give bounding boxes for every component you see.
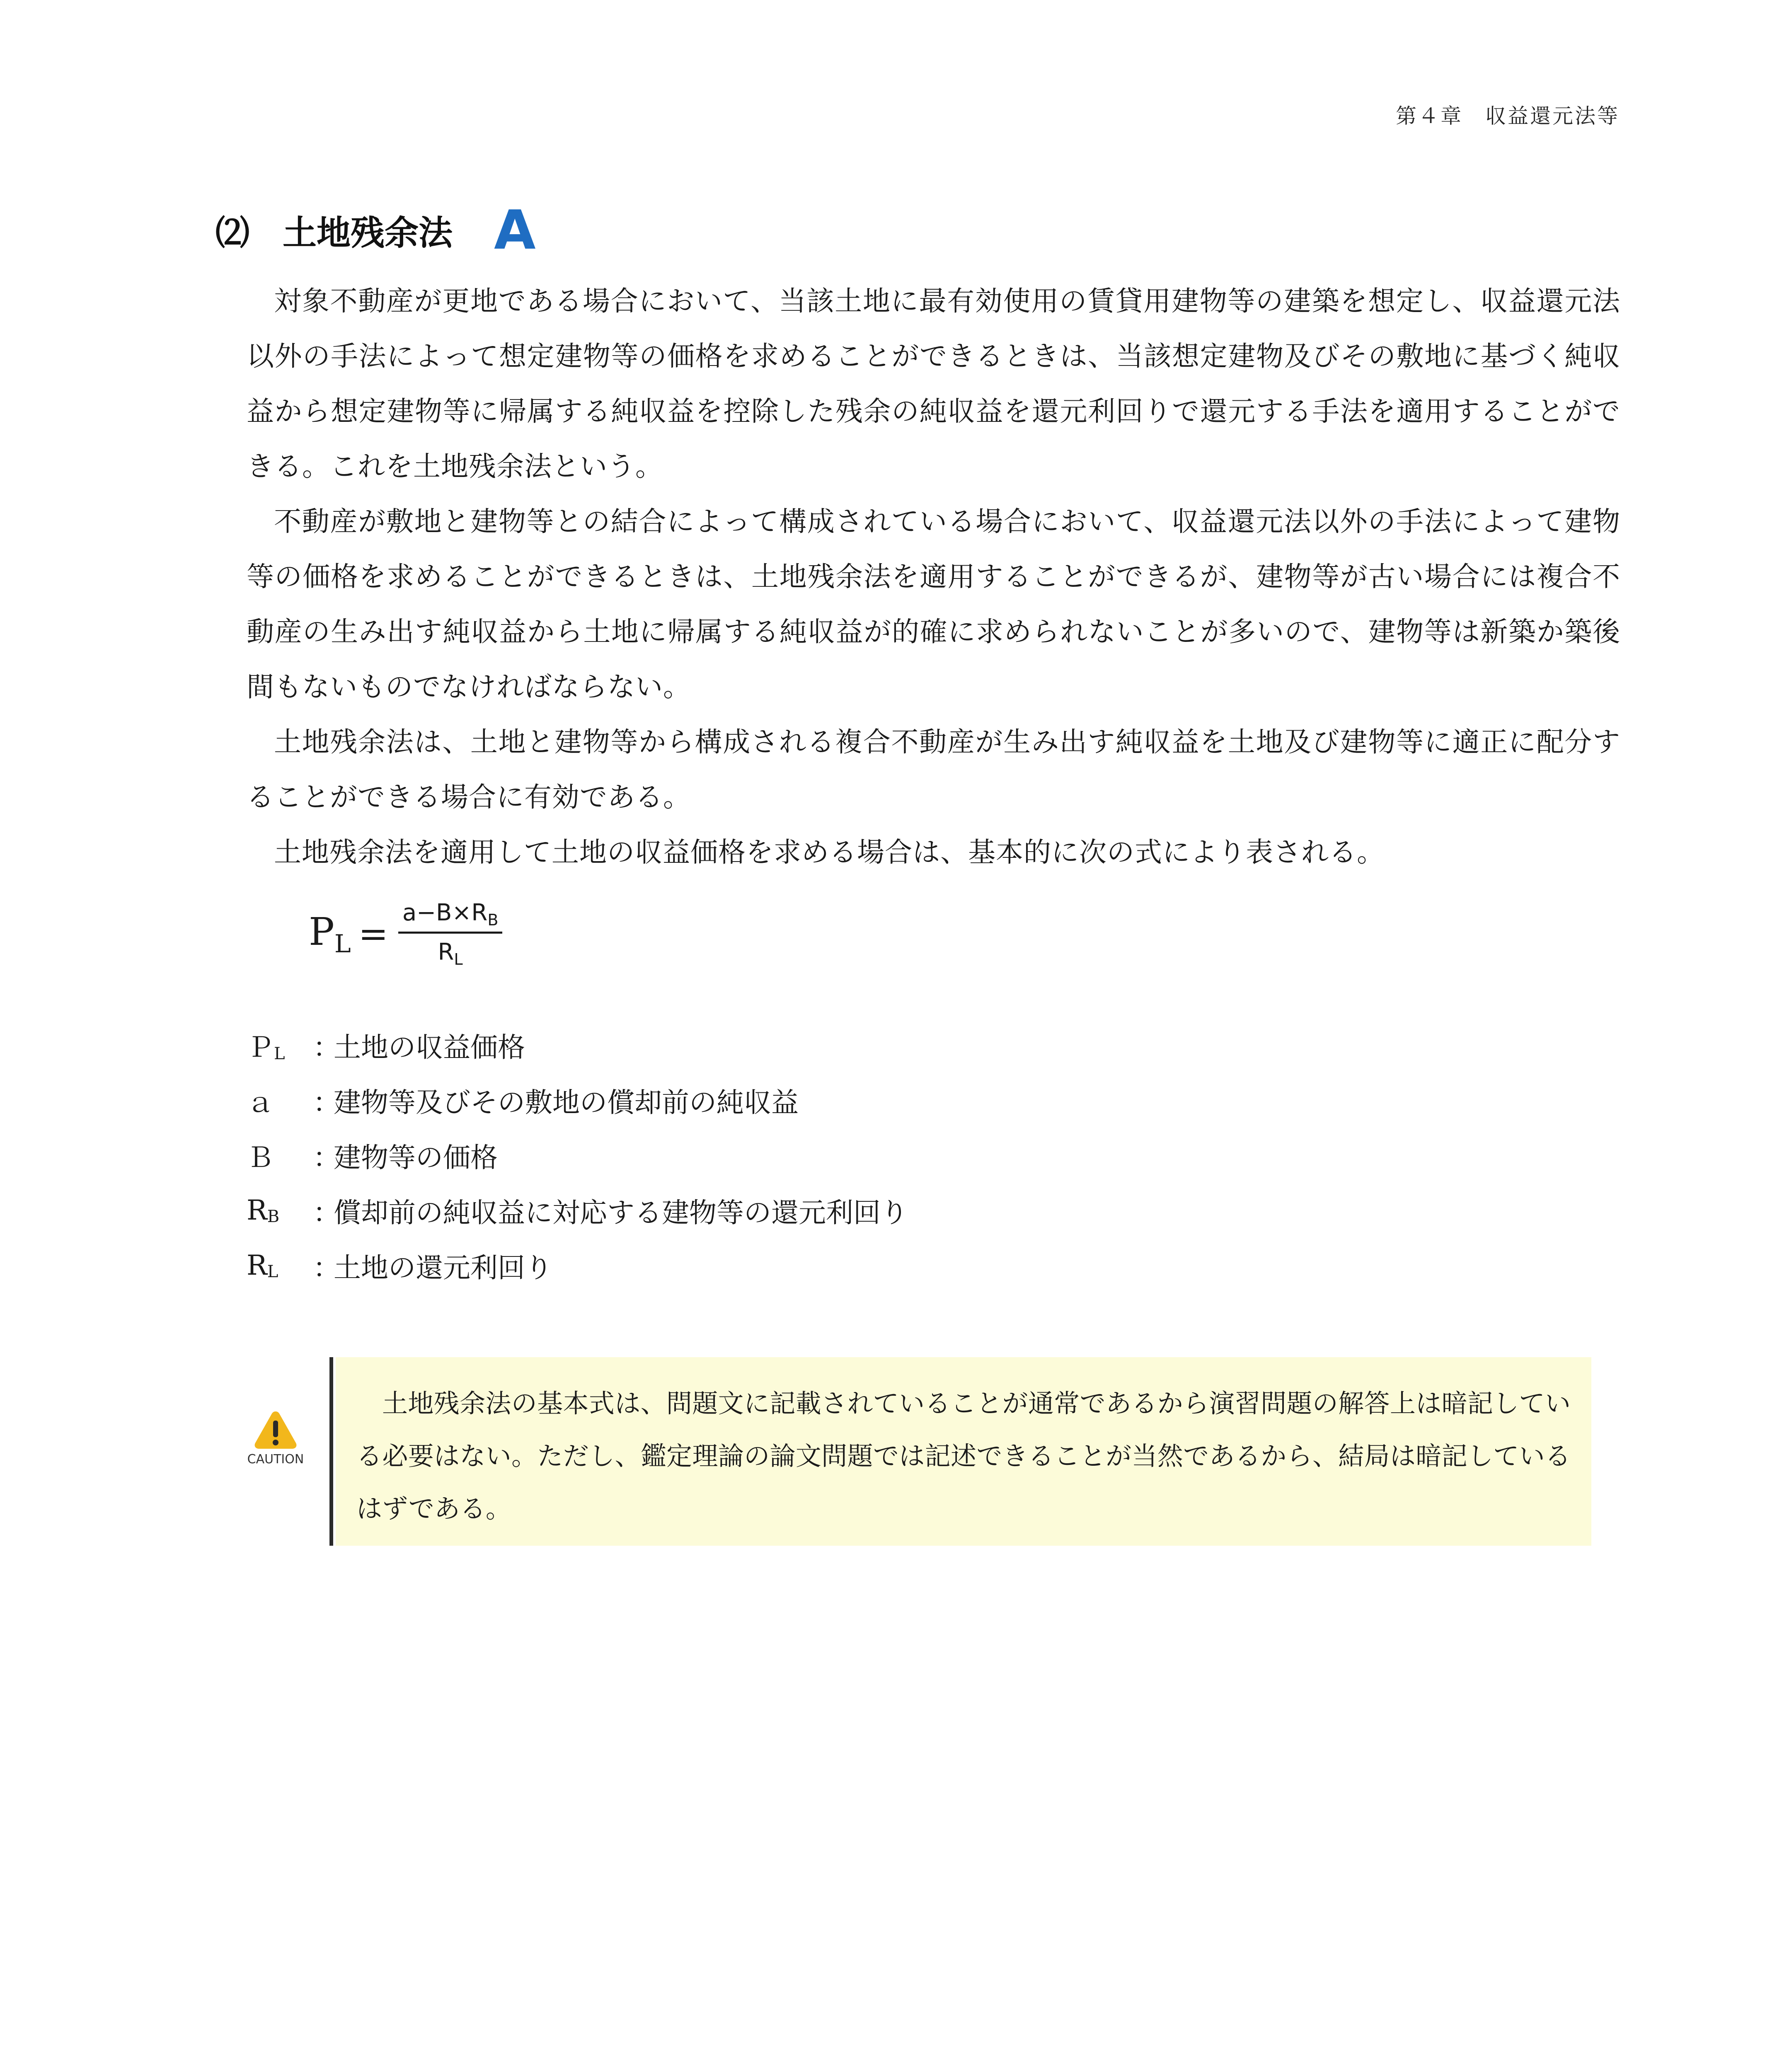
definition-symbol: $R_L$: [247, 1249, 278, 1281]
section-number: ⑵: [215, 213, 250, 253]
definition-meaning: 償却前の純収益に対応する建物等の還元利回り: [334, 1197, 908, 1229]
caution-icon: [253, 1409, 298, 1450]
definition-symbol: Ｂ: [247, 1142, 274, 1174]
definition-row: [247, 1017, 1573, 1072]
body-text: [247, 274, 1620, 880]
definition-colon: ：: [313, 1142, 340, 1174]
definition-symbol: Ｐ$_L$: [247, 1031, 285, 1063]
caution-text: 土地残余法の基本式は、問題文に記載されていることが通常であるから演習問題の解答上は暗記している必要はない。ただし、鑑定理論の論文問題では記述できることが当然であるから、結局は暗記しているはずである。: [356, 1388, 1571, 1524]
definition-colon: ：: [313, 1252, 340, 1284]
definition-meaning: 土地の収益価格: [334, 1031, 525, 1063]
formula-fraction: [398, 899, 503, 968]
paragraph-3: 土地残余法は、土地と建物等から構成される複合不動産が生み出す純収益を土地及び建物等に適正に配分することができる場合に有効である。: [247, 726, 1620, 813]
caution-marker: [245, 1409, 307, 1500]
formula-numerator: $a-B\times R_B$: [398, 899, 503, 934]
definition-colon: ：: [313, 1031, 340, 1063]
definition-symbol: ａ: [247, 1087, 274, 1118]
paragraph-4: 土地残余法を適用して土地の収益価格を求める場合は、基本的に次の式により表される。: [274, 836, 1385, 868]
definition-row: [247, 1128, 1573, 1183]
definition-meaning: 建物等の価格: [334, 1142, 498, 1174]
section-title: 土地残余法: [283, 213, 453, 253]
definition-row: [247, 1238, 1573, 1293]
paragraph-1: 対象不動産が更地である場合において、当該土地に最有効使用の賃貸用建物等の建築を想定し、収益還元法以外の手法によって想定建物等の価格を求めることができるときは、当該想定建物及びその敷地に基づく純収益から想定建物等に帰属する純収益を控除した残余の純収益を還元利回りで還元する手法を適用することができる。これを土地残余法という。: [247, 285, 1620, 482]
definition-row: [247, 1072, 1573, 1128]
definition-meaning: 建物等及びその敷地の償却前の純収益: [334, 1087, 799, 1118]
definition-symbol: $R_B$: [247, 1194, 280, 1226]
formula-denominator: $R_L$: [438, 939, 463, 969]
formula-lhs: $P_L$: [309, 909, 351, 959]
definition-colon: ：: [313, 1087, 340, 1118]
paragraph-2: 不動産が敷地と建物等との結合によって構成されている場合において、収益還元法以外の手法によって建物等の価格を求めることができるときは、土地残余法を適用することができるが、建物等が古い場合には複合不動産の生み出す純収益から土地に帰属する純収益が的確に求められないことが多いので、建物等は新築か築後間もないものでなければならない。: [247, 506, 1620, 703]
variable-definitions: [247, 1017, 1573, 1293]
rank-badge: A: [494, 198, 536, 261]
land-residual-formula: [309, 899, 502, 968]
caution-divider: [329, 1357, 333, 1546]
definition-meaning: 土地の還元利回り: [334, 1252, 552, 1284]
section-heading: [215, 199, 536, 261]
caution-label: CAUTION: [247, 1452, 304, 1467]
caution-box: [336, 1357, 1591, 1546]
definition-colon: ：: [313, 1197, 340, 1229]
chapter-header: 第４章 収益還元法等: [1396, 104, 1620, 128]
definition-row: [247, 1183, 1573, 1238]
formula-equals: =: [358, 913, 388, 955]
